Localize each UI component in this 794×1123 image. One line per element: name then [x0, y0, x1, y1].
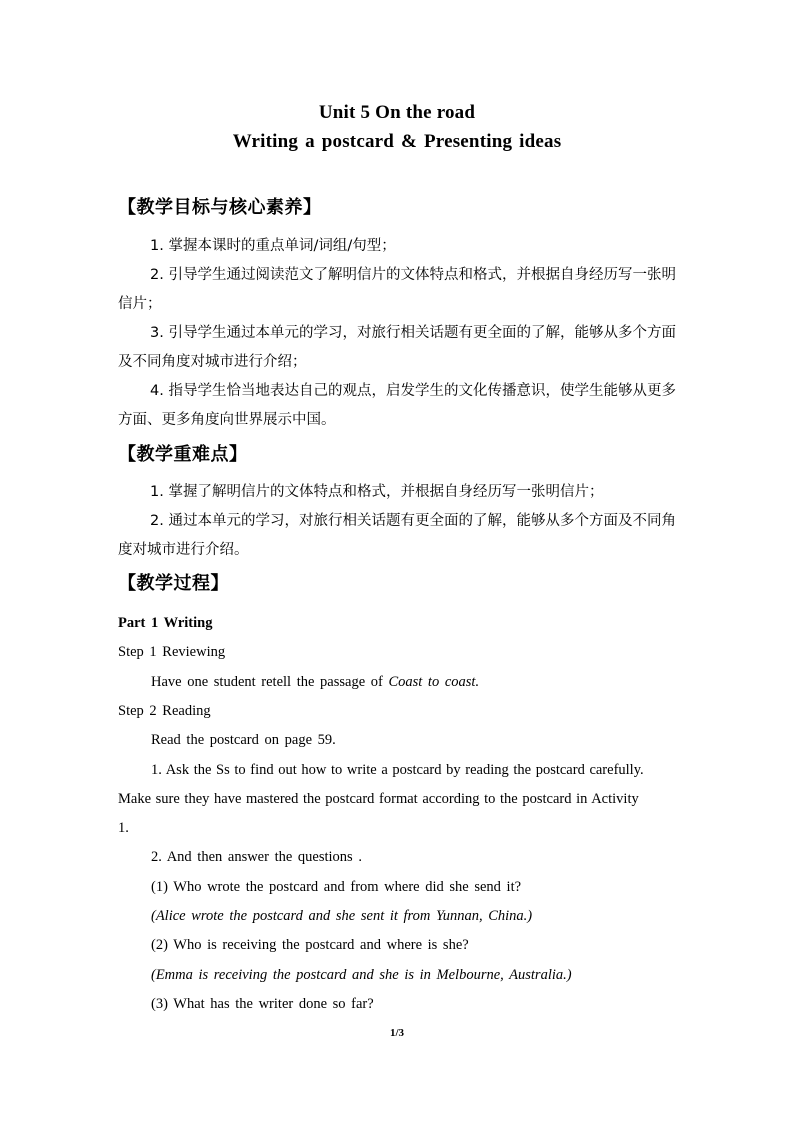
step2-text: Read the postcard on page 59.	[151, 732, 336, 748]
task1-line2: Make sure they have mastered the postcard format according to the postcard in Activity	[118, 791, 639, 807]
objective-item-3: 3. 引导学生通过本单元的学习，对旅行相关话题有更全面的了解，能够从多个方面及不同角度对城市进行介绍；	[118, 325, 676, 370]
answer-1: (Alice wrote the postcard and she sent it from Yunnan, China.)	[151, 908, 533, 924]
step1-text: Have one student retell the passage of Coast to coast.	[151, 674, 480, 690]
key-point-item-1: 1. 掌握了解明信片的文体特点和格式，并根据自身经历写一张明信片；	[150, 484, 604, 500]
task1-line3: 1.	[118, 820, 129, 836]
step2-title: Step 2 Reading	[118, 703, 211, 719]
part1-title: Part 1 Writing	[118, 615, 213, 631]
objective-item-1: 1. 掌握本课时的重点单词/词组/句型；	[150, 238, 396, 254]
process-heading: 【教学过程】	[118, 573, 229, 594]
lesson-title: Writing a postcard & Presenting ideas	[232, 131, 562, 152]
question-1: (1) Who wrote the postcard and from where did she send it?	[151, 879, 522, 895]
task2: 2. And then answer the questions .	[151, 849, 362, 865]
question-3: (3) What has the writer done so far?	[151, 996, 374, 1012]
answer-2: (Emma is receiving the postcard and she is in Melbourne, Australia.)	[151, 967, 572, 983]
step1-title: Step 1 Reviewing	[118, 644, 226, 660]
objective-item-2: 2. 引导学生通过阅读范文了解明信片的文体特点和格式，并根据自身经历写一张明信片；	[118, 267, 676, 312]
objectives-heading: 【教学目标与核心素养】	[118, 197, 322, 218]
question-2: (2) Who is receiving the postcard and where is she?	[151, 937, 469, 953]
key-points-heading: 【教学重难点】	[118, 444, 248, 465]
task1-line1: 1. Ask the Ss to find out how to write a postcard by reading the postcard carefully.	[151, 762, 644, 778]
objective-item-4: 4. 指导学生恰当地表达自己的观点，启发学生的文化传播意识，使学生能够从更多方面、更多角度向世界展示中国。	[118, 383, 676, 428]
page-number: 1/3	[389, 1027, 405, 1039]
key-point-item-2: 2. 通过本单元的学习，对旅行相关话题有更全面的了解，能够从多个方面及不同角度对城市进行介绍。	[118, 513, 676, 558]
unit-title: Unit 5 On the road	[318, 102, 476, 123]
